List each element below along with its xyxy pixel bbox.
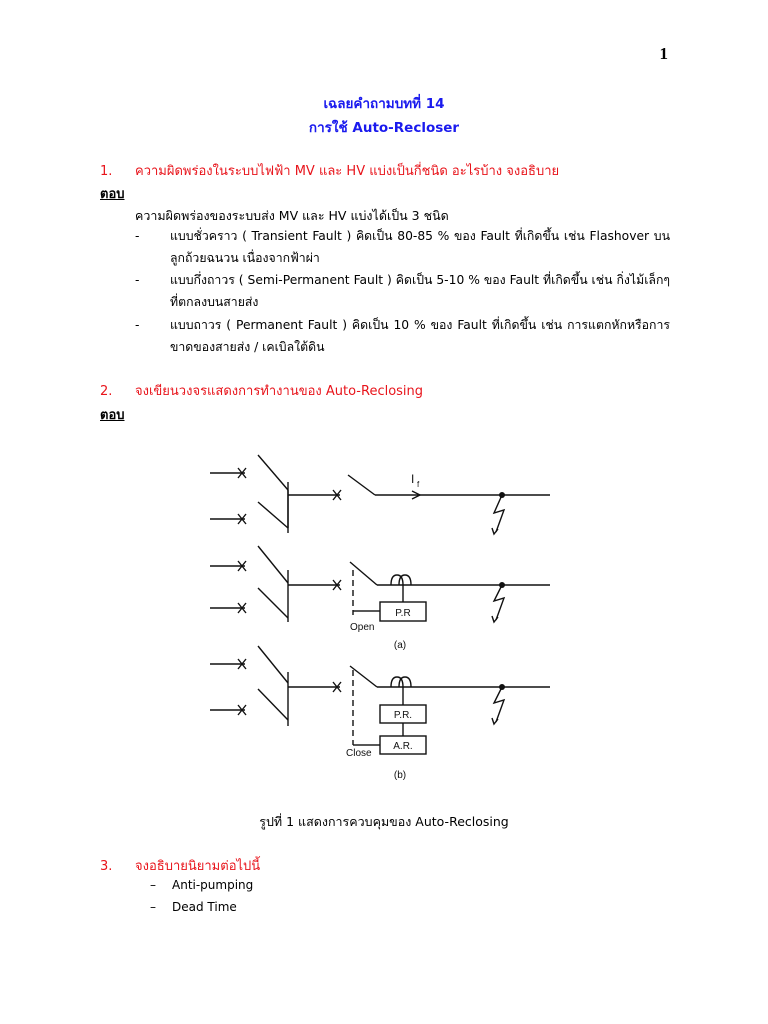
node-dot (499, 492, 505, 498)
answer-2-label: ตอบ (100, 408, 125, 423)
definition-term: Anti-pumping (172, 878, 254, 892)
fault-current-subscript: f (417, 480, 420, 489)
fault-type-text: แบบถาวร ( Permanent Fault ) คิดเป็น 10 % ของ Fault ที่เกิดขึ้น เช่น การแตกหักหรือการขาดของสายส่ง / เคเบิลใต้ดิน (170, 318, 670, 354)
figure-caption: รูปที่ 1 แสดงการควบคุมของ Auto-Reclosing (259, 814, 509, 829)
relay-label-a: P.R (395, 608, 411, 619)
list-dash: - (135, 273, 140, 287)
question-3-text: จงอธิบายนิยามต่อไปนี้ (135, 859, 261, 874)
list-dash: – (150, 878, 156, 892)
open-label: Open (350, 622, 375, 633)
answer-1-label: ตอบ (100, 187, 125, 202)
fault-type-item (135, 225, 670, 269)
node-dot (499, 582, 505, 588)
fault-current-label: I (411, 472, 415, 486)
fault-type-item (135, 314, 670, 358)
definition-item (150, 878, 253, 892)
fault-type-text: แบบชั่วคราว ( Transient Fault ) คิดเป็น 80-85 % ของ Fault ที่เกิดขึ้น เช่น Flashover บนลูกถ้วยฉนวน เนื่องจากฟ้าผ่า (170, 229, 670, 265)
question-2 (100, 380, 423, 401)
node-dot (499, 684, 505, 690)
close-label: Close (346, 748, 372, 759)
question-2-text: จงเขียนวงจรแสดงการทำงานของ Auto-Reclosing (135, 384, 424, 399)
answer-1-intro: ความผิดพร่องของระบบส่ง MV และ HV แบ่งได้เป็น 3 ชนิด (135, 208, 449, 223)
definition-item (150, 900, 237, 914)
circuit-b (210, 646, 550, 754)
circuit-a (210, 546, 550, 622)
question-3 (100, 855, 260, 876)
fault-type-item (135, 269, 670, 313)
figure-a-caption: (a) (393, 640, 407, 651)
list-dash: - (135, 318, 140, 332)
document-title (0, 92, 768, 140)
list-dash: - (135, 229, 140, 243)
list-dash: – (150, 900, 156, 914)
figure-b-caption: (b) (393, 770, 407, 781)
top-circuit (210, 455, 550, 534)
auto-reclosing-circuit-figure (200, 440, 570, 790)
recloser-label-b: A.R. (393, 741, 413, 752)
title-line-1: เฉลยคำถามบทที่ 14 (323, 96, 445, 112)
question-1-text: ความผิดพร่องในระบบไฟฟ้า MV และ HV แบ่งเป็นกี่ชนิด อะไรบ้าง จงอธิบาย (135, 164, 560, 179)
question-1 (100, 160, 559, 181)
relay-label-b: P.R. (393, 710, 413, 721)
circuit-diagram (200, 440, 570, 790)
definition-term: Dead Time (172, 900, 237, 914)
title-line-2: การใช้ Auto-Recloser (308, 120, 460, 136)
fault-type-text: แบบกึ่งถาวร ( Semi-Permanent Fault ) คิดเป็น 5-10 % ของ Fault ที่เกิดขึ้น เช่น กิ่งไม้เล็กๆ ที่ตกลงบนสายส่ง (170, 273, 670, 309)
page-number: 1 (659, 44, 668, 63)
question-2-number: 2. (100, 384, 113, 399)
question-3-number: 3. (100, 859, 113, 874)
question-1-number: 1. (100, 164, 113, 179)
